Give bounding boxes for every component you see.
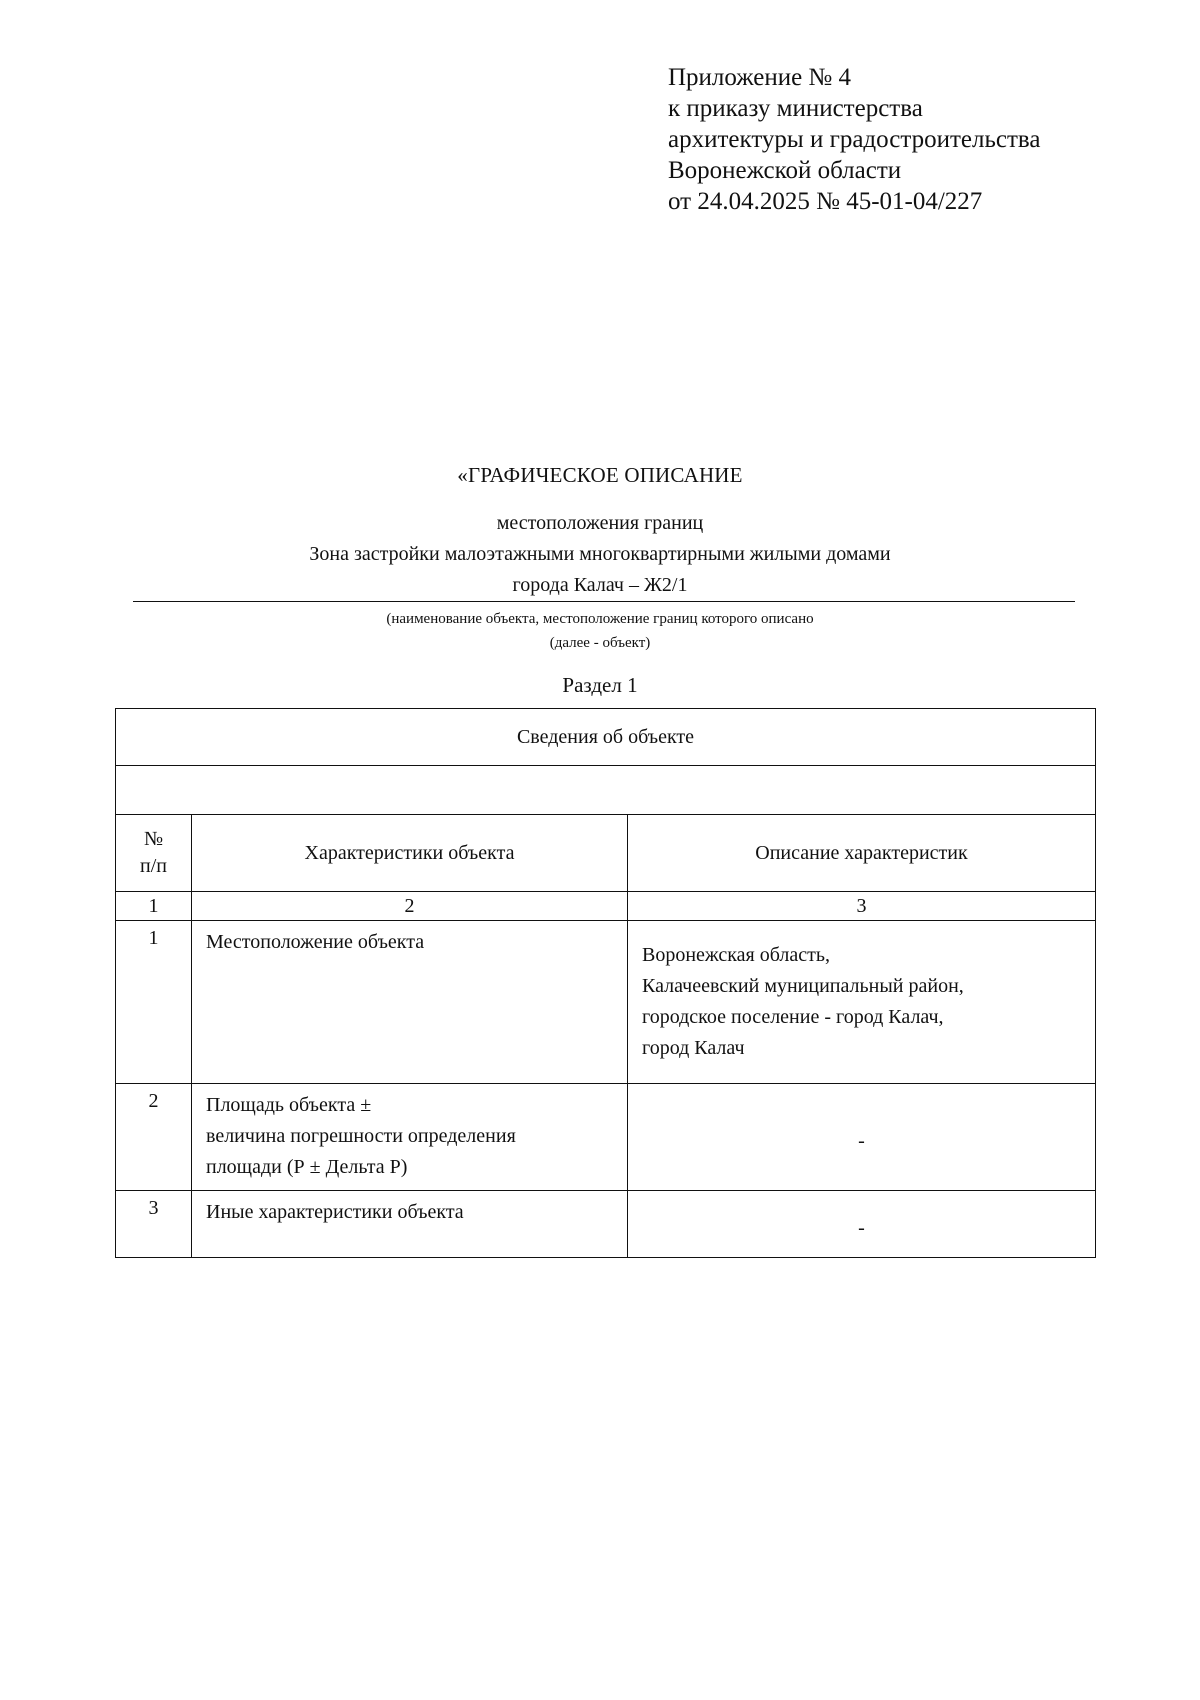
caption-line: (далее - объект) [549,635,651,651]
description-line: Воронежская область, [642,944,831,966]
description-line: городское поселение - город Калач, [642,1006,944,1028]
row-number: 3 [116,1191,192,1258]
appendix-block [668,62,1040,217]
table-empty-row [116,766,1096,815]
row-number: 2 [116,1084,192,1191]
column-number-row [116,892,1096,921]
appendix-line: от 24.04.2025 № 45-01-04/227 [668,188,983,215]
table-row [116,921,1096,1084]
column-header-description: Описание характеристик [628,815,1096,892]
document-title: «ГРАФИЧЕСКОЕ ОПИСАНИЕ [457,463,743,487]
caption-line: (наименование объекта, местоположение границ которого описано [386,611,814,627]
subtitle-line: местоположения границ [496,512,704,534]
document-subtitle [0,508,1200,601]
row-characteristic: Местоположение объекта [192,921,628,1084]
row-number: 1 [116,921,192,1084]
column-number: 3 [628,892,1096,921]
appendix-line: к приказу министерства [668,95,923,122]
table-row [116,1084,1096,1191]
table-title: Сведения об объекте [116,709,1096,766]
characteristic-line: Площадь объекта ± [206,1094,372,1116]
column-number: 2 [192,892,628,921]
table-title-row [116,709,1096,766]
section-label: Раздел 1 [562,673,638,697]
description-line: Калачеевский муниципальный район, [642,975,964,997]
table-header-row [116,815,1096,892]
row-description [628,921,1096,1084]
row-description: - [628,1084,1096,1191]
table-row [116,1191,1096,1258]
row-characteristic: Иные характеристики объекта [192,1191,628,1258]
characteristic-line: площади (Р ± Дельта Р) [206,1156,408,1178]
description-line: город Калач [642,1037,745,1059]
row-description: - [628,1191,1096,1258]
object-info-table [115,708,1096,1258]
characteristic-line: величина погрешности определения [206,1125,516,1147]
appendix-line: архитектуры и градостроительства [668,126,1041,153]
empty-cell [116,766,1096,815]
title-underline [133,601,1075,602]
column-header-number-text: № п/п [140,828,167,877]
column-number: 1 [116,892,192,921]
appendix-line: Воронежской области [668,157,902,184]
subtitle-line: города Калач – Ж2/1 [512,574,688,596]
subtitle-line: Зона застройки малоэтажными многоквартирными жилыми домами [309,543,891,565]
object-caption [0,607,1200,655]
column-header-number [116,815,192,892]
appendix-line: Приложение № 4 [668,64,852,91]
row-characteristic [192,1084,628,1191]
column-header-characteristic: Характеристики объекта [192,815,628,892]
